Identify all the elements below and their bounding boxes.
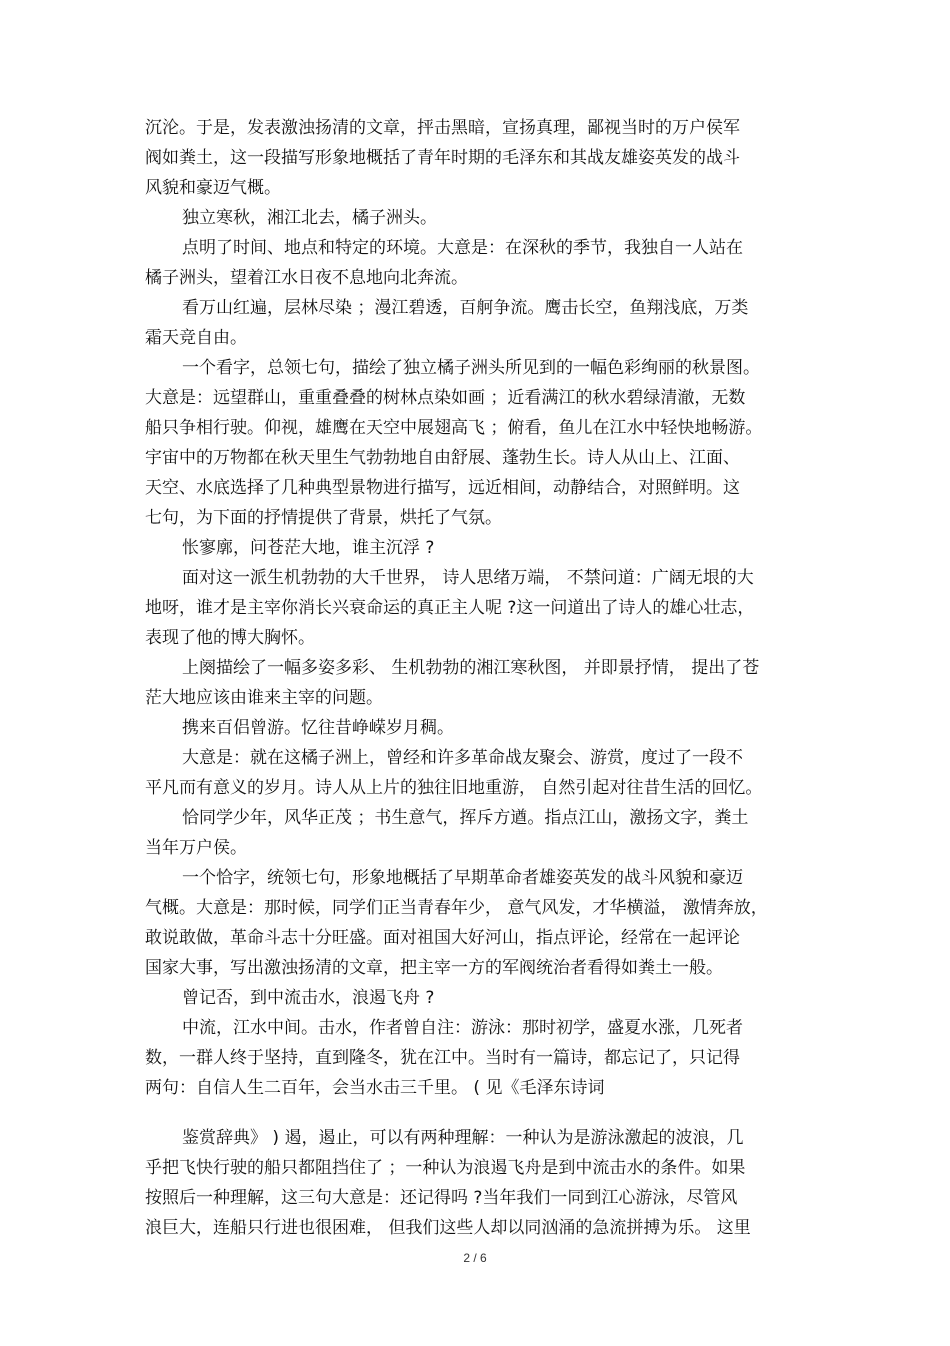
text-line: 橘子洲头，望着江水日夜不息地向北奔流。 — [145, 268, 468, 288]
text-line: 船只争相行驶。仰视，雄鹰在天空中展翅高飞 ；俯看，鱼儿在江水中轻快地畅游。 — [145, 418, 763, 438]
text-line: 天空、水底选择了几种典型景物进行描写，远近相间，动静结合，对照鲜明。这 — [145, 478, 740, 498]
text-line: 浪巨大，连船只行进也很困难， 但我们这些人却以同汹涌的急流拼搏为乐。 这里 — [145, 1218, 751, 1238]
text-line: 当年万户侯。 — [145, 838, 247, 858]
text-line: 鉴赏辞典》 ) 遏，遏止，可以有两种理解：一种认为是游泳激起的波浪，几 — [182, 1128, 744, 1148]
text-line: 面对这一派生机勃勃的大千世界， 诗人思绪万端， 不禁问道：广阔无垠的大 — [182, 568, 754, 588]
text-line: 看万山红遍，层林尽染 ；漫江碧透，百舸争流。鹰击长空，鱼翔浅底，万类 — [182, 298, 749, 318]
text-line: 乎把飞快行驶的船只都阻挡住了 ；一种认为浪遏飞舟是到中流击水的条件。如果 — [145, 1158, 746, 1178]
text-line: 恰同学少年，风华正茂 ；书生意气，挥斥方遒。指点江山，激扬文字，粪土 — [182, 808, 749, 828]
text-line: 大意是：远望群山，重重叠叠的树林点染如画 ；近看满江的秋水碧绿清澈，无数 — [145, 388, 746, 408]
text-line: 大意是：就在这橘子洲上，曾经和许多革命战友聚会、游赏，度过了一段不 — [182, 748, 743, 768]
text-line: 霜天竞自由。 — [145, 328, 247, 348]
text-line: 国家大事，写出激浊扬清的文章，把主宰一方的军阀统治者看得如粪土一般。 — [145, 958, 723, 978]
text-line: 沉沦。于是，发表激浊扬清的文章，抨击黑暗，宣扬真理，鄙视当时的万户侯军 — [145, 118, 740, 138]
page-number: 2 / 6 — [463, 1251, 487, 1265]
text-line: 敢说敢做，革命斗志十分旺盛。面对祖国大好河山，指点评论，经常在一起评论 — [145, 928, 740, 948]
text-line: 茫大地应该由谁来主宰的问题。 — [145, 688, 383, 708]
text-line: 一个恰字，统领七句，形象地概括了早期革命者雄姿英发的战斗风貌和豪迈 — [182, 868, 743, 888]
text-line: 上阕描绘了一幅多姿多彩、 生机勃勃的湘江寒秋图， 并即景抒情， 提出了苍 — [182, 658, 760, 678]
text-line: 宇宙中的万物都在秋天里生气勃勃地自由舒展、蓬勃生长。诗人从山上、江面、 — [145, 448, 740, 468]
text-line: 点明了时间、地点和特定的环境。大意是：在深秋的季节，我独自一人站在 — [182, 238, 743, 258]
text-line: 携来百侣曾游。忆往昔峥嵘岁月稠。 — [182, 718, 454, 738]
text-line: 平凡而有意义的岁月。诗人从上片的独往旧地重游， 自然引起对往昔生活的回忆。 — [145, 778, 763, 798]
text-line: 七句，为下面的抒情提供了背景，烘托了气氛。 — [145, 508, 502, 528]
text-line: 两句：自信人生二百年，会当水击三千里。 ( 见《毛泽东诗词 — [145, 1078, 605, 1098]
text-line: 一个看字，总领七句，描绘了独立橘子洲头所见到的一幅色彩绚丽的秋景图。 — [182, 358, 760, 378]
text-line: 中流，江水中间。击水，作者曾自注：游泳：那时初学，盛夏水涨，几死者 — [182, 1018, 743, 1038]
text-line: 表现了他的博大胸怀。 — [145, 628, 315, 648]
text-line: 风貌和豪迈气概。 — [145, 178, 281, 198]
text-line: 独立寒秋，湘江北去，橘子洲头。 — [182, 208, 437, 228]
text-line: 数，一群人终于坚持，直到隆冬，犹在江中。当时有一篇诗，都忘记了，只记得 — [145, 1048, 740, 1068]
text-line: 按照后一种理解，这三句大意是：还记得吗 ?当年我们一同到江心游泳，尽管风 — [145, 1188, 738, 1208]
text-line: 阀如粪土，这一段描写形象地概括了青年时期的毛泽东和其战友雄姿英发的战斗 — [145, 148, 740, 168]
text-line: 怅寥廓，问苍茫大地，谁主沉浮 ? — [182, 538, 435, 558]
text-line: 曾记否，到中流击水，浪遏飞舟 ? — [182, 988, 435, 1008]
text-line: 地呀，谁才是主宰你消长兴衰命运的真正主人呢 ?这一问道出了诗人的雄心壮志， — [145, 598, 755, 618]
text-line: 气概。大意是：那时候，同学们正当青春年少， 意气风发，才华横溢， 激情奔放， — [145, 898, 768, 918]
